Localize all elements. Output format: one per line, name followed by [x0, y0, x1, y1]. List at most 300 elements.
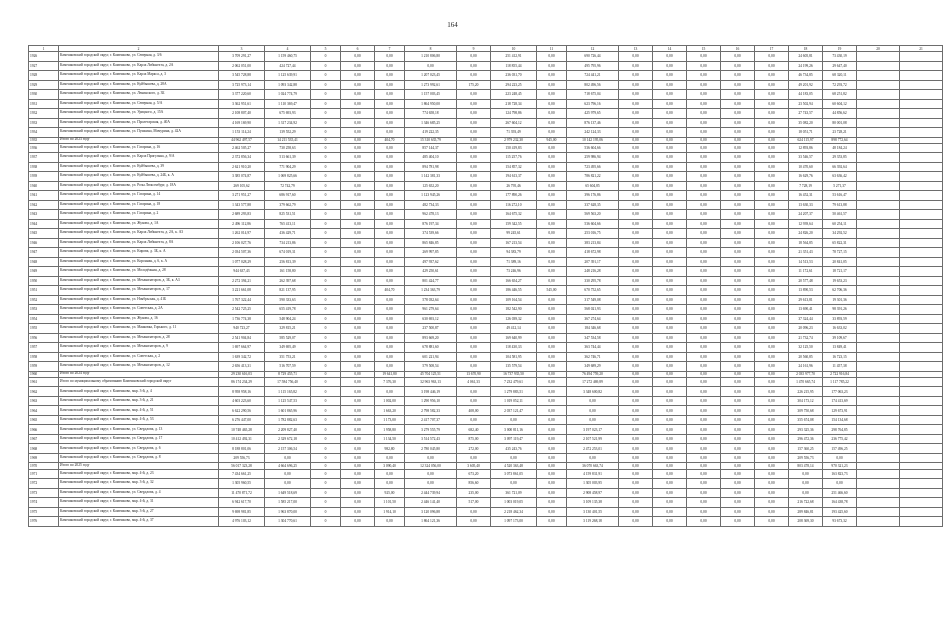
table-total-row	[29, 377, 943, 387]
value-cell: 0,00	[341, 314, 375, 324]
value-cell: 1 125 639,91	[265, 71, 311, 81]
value-cell: 0,00	[537, 99, 567, 109]
value-cell: 304 173,12	[789, 396, 823, 406]
table-row	[29, 118, 943, 128]
value-cell: 177 890,26	[491, 191, 537, 201]
value-cell: 0,00	[687, 343, 721, 353]
column-number: 15	[687, 46, 721, 52]
value-cell: 29 647,40	[823, 61, 857, 71]
value-cell: 0,00	[687, 517, 721, 527]
value-cell: 1 134,50	[375, 434, 405, 444]
value-cell: 0,00	[341, 90, 375, 100]
value-cell: 0,00	[619, 153, 653, 163]
value-cell: 857 144,37	[405, 143, 457, 153]
table-row	[29, 257, 943, 267]
address-cell: Камешковский городской округ, г. Камешково, ул. Гагарина, д. 18	[59, 200, 219, 210]
table-row	[29, 191, 943, 201]
value-cell: 0,00	[687, 314, 721, 324]
value-cell: 1 914,10	[375, 507, 405, 517]
value-cell: 0,00	[721, 90, 755, 100]
value-cell: 329 815,21	[265, 324, 311, 334]
value-cell: 0	[311, 371, 341, 377]
value-cell: 0	[311, 219, 341, 229]
value-cell: 0,00	[405, 469, 457, 479]
value-cell: 0,00	[721, 295, 755, 305]
empty-cell	[900, 286, 943, 296]
address-cell: Камешковский городской округ, г. Камешково, ул. Механизаторов, д. 28	[59, 333, 219, 343]
address-cell: Итого по 2023 году	[59, 137, 219, 143]
value-cell: 184 346,68	[567, 324, 619, 334]
value-cell: 296 472,36	[789, 434, 823, 444]
value-cell: 17 272 469,89	[567, 377, 619, 387]
value-cell: 0,00	[721, 267, 755, 277]
empty-cell	[900, 343, 943, 353]
value-cell: 0,00	[341, 444, 375, 454]
value-cell: 68 251,82	[823, 90, 857, 100]
value-cell: 0,00	[375, 387, 405, 397]
value-cell: 0,00	[755, 80, 789, 90]
value-cell: 0,00	[755, 219, 789, 229]
value-cell: 48 184,24	[823, 143, 857, 153]
value-cell: 0,00	[687, 172, 721, 182]
row-number: 1959	[29, 362, 59, 372]
value-cell: 1 958,80	[375, 425, 405, 435]
value-cell: 0,00	[537, 314, 567, 324]
value-cell: 0,00	[653, 238, 687, 248]
value-cell: 15 310 635,79	[405, 137, 457, 143]
value-cell: 0,00	[687, 229, 721, 239]
value-cell: 0	[311, 453, 341, 463]
value-cell: 60 604,12	[823, 99, 857, 109]
value-cell: 0,00	[721, 181, 755, 191]
table-row	[29, 362, 943, 372]
value-cell: 46 734,85	[789, 71, 823, 81]
value-cell: 0,00	[755, 143, 789, 153]
column-number: 4	[265, 46, 311, 52]
value-cell: 0,00	[721, 52, 755, 62]
value-cell: 3 725 973,14	[219, 80, 265, 90]
address-cell: Итого по муниципальному образованию Камешковский городской округ	[59, 377, 219, 387]
value-cell: 0,00	[653, 463, 687, 469]
value-cell: 0,00	[653, 377, 687, 387]
value-cell: 0,00	[341, 425, 375, 435]
value-cell: 66 392,64	[823, 162, 857, 172]
value-cell: 362 746,71	[567, 352, 619, 362]
column-number: 1	[29, 46, 59, 52]
value-cell: 0	[311, 181, 341, 191]
value-cell: 0	[311, 61, 341, 71]
column-number: 16	[721, 46, 755, 52]
value-cell: 7 376,30	[375, 377, 405, 387]
value-cell: 670 752,65	[567, 286, 619, 296]
empty-cell	[900, 434, 943, 444]
value-cell: 1 273 992,61	[405, 80, 457, 90]
value-cell: 0,00	[341, 333, 375, 343]
value-cell: 17 584 756,40	[265, 377, 311, 387]
value-cell: 0,00	[687, 276, 721, 286]
value-cell: 1 210 806,80	[405, 52, 457, 62]
value-cell: 0,00	[687, 109, 721, 119]
empty-cell	[857, 52, 900, 62]
value-cell: 0,00	[721, 415, 755, 425]
address-cell: Камешковский городской округ, г. Камешково, ул. Коронная, д. 6, к. А	[59, 257, 219, 267]
address-cell: Камешковский городской округ, г. Камешково, мкр. 4-й, д. 51	[59, 406, 219, 416]
value-cell: 4 976 103,12	[219, 517, 265, 527]
value-cell: 383 213,84	[567, 238, 619, 248]
value-cell: 45 704 125,51	[405, 371, 457, 377]
value-cell: 0,00	[755, 238, 789, 248]
column-number: 5	[311, 46, 341, 52]
value-cell: 0,00	[687, 238, 721, 248]
value-cell: 0,00	[375, 210, 405, 220]
value-cell: 0,00	[457, 52, 491, 62]
value-cell: 0,00	[789, 488, 823, 498]
table-row	[29, 99, 943, 109]
value-cell: 0,00	[619, 517, 653, 527]
value-cell: 0,00	[375, 172, 405, 182]
value-cell: 0,00	[265, 479, 311, 489]
value-cell: 396 176,86	[567, 191, 619, 201]
value-cell: 12 939,64	[789, 219, 823, 229]
value-cell: 13 630,33	[789, 200, 823, 210]
value-cell: 0,00	[341, 387, 375, 397]
row-number: 1932	[29, 109, 59, 119]
value-cell: 0,00	[755, 305, 789, 315]
value-cell: 0,00	[755, 406, 789, 416]
value-cell: 73 246,96	[491, 267, 537, 277]
value-cell: 3 120 096,88	[405, 507, 457, 517]
value-cell: 0,00	[341, 453, 375, 463]
value-cell: 0,00	[721, 109, 755, 119]
value-cell: 0	[311, 434, 341, 444]
value-cell: 686 917,60	[265, 191, 311, 201]
value-cell: 0,00	[755, 425, 789, 435]
empty-cell	[900, 172, 943, 182]
value-cell: 0,00	[341, 210, 375, 220]
value-cell: 0,00	[653, 434, 687, 444]
value-cell: 0,00	[755, 286, 789, 296]
value-cell: 0	[311, 387, 341, 397]
column-number: 10	[491, 46, 537, 52]
empty-cell	[900, 377, 943, 387]
value-cell: 0,00	[457, 90, 491, 100]
value-cell: 0,00	[375, 61, 405, 71]
value-cell: 404,70	[375, 137, 405, 143]
row-number: 1951	[29, 286, 59, 296]
row-number: 1956	[29, 333, 59, 343]
empty-cell	[857, 172, 900, 182]
value-cell: 0	[311, 90, 341, 100]
value-cell: 0,00	[653, 80, 687, 90]
value-cell: 0,00	[405, 453, 457, 463]
value-cell: 0	[311, 415, 341, 425]
value-cell: 1 159 460,75	[265, 52, 311, 62]
value-cell: 435 243,76	[491, 444, 537, 454]
value-cell: 2 621 910,20	[219, 162, 265, 172]
value-cell: 0,00	[341, 352, 375, 362]
value-cell: 578 032,64	[405, 295, 457, 305]
value-cell: 516 707,59	[265, 362, 311, 372]
value-cell: 0,00	[619, 286, 653, 296]
value-cell: 0,00	[653, 498, 687, 508]
value-cell: 209 556,73	[219, 453, 265, 463]
value-cell: 821 137,95	[265, 286, 311, 296]
value-cell: 1 101,50	[375, 498, 405, 508]
value-cell: 330 295,78	[567, 276, 619, 286]
value-cell: 237 500,87	[405, 324, 457, 334]
value-cell: 0,00	[375, 267, 405, 277]
value-cell: 0	[311, 200, 341, 210]
empty-cell	[900, 248, 943, 258]
value-cell: 0,00	[653, 295, 687, 305]
value-cell: 0,00	[567, 406, 619, 416]
value-cell: 1 290 956,10	[405, 396, 457, 406]
value-cell: 0	[311, 305, 341, 315]
value-cell: 0,00	[755, 61, 789, 71]
value-cell: 0,00	[537, 248, 567, 258]
address-cell: Камешковский городской округ, г. Камешково, мкр. 4-й, д. 53	[59, 415, 219, 425]
value-cell: 0,00	[537, 415, 567, 425]
table-row	[29, 267, 943, 277]
value-cell: 0,00	[721, 143, 755, 153]
value-cell: 157 496,25	[823, 444, 857, 454]
value-cell: 0	[311, 507, 341, 517]
value-cell: 182 542,90	[491, 305, 537, 315]
value-cell: 3 279 555,79	[405, 425, 457, 435]
address-cell: Камешковский городской округ, г. Камешково, ул. Куйбышева, д. 39	[59, 162, 219, 172]
value-cell: 0,00	[721, 238, 755, 248]
value-cell: 0,00	[537, 238, 567, 248]
value-cell: 0	[311, 99, 341, 109]
address-cell: Камешковский городской округ, г. Камешково, ул. Ноябрьская, д. 41Б	[59, 295, 219, 305]
value-cell: 2 035 977,70	[789, 371, 823, 377]
value-cell: 6 942 617,70	[219, 498, 265, 508]
address-cell: Камешковский городской округ, г. Камешково, ул. Советская, д. 2А	[59, 305, 219, 315]
address-cell: Камешковский городской округ, г. Камешково, ул. Северная, д. 3/6	[59, 52, 219, 62]
value-cell: 0,00	[375, 200, 405, 210]
value-cell: 37 324,44	[789, 314, 823, 324]
row-number: 1945	[29, 229, 59, 239]
value-cell: 786 821,22	[567, 172, 619, 182]
empty-cell	[900, 362, 943, 372]
table-row	[29, 153, 943, 163]
value-cell: 3 377 220,60	[219, 90, 265, 100]
value-cell: 0,00	[537, 425, 567, 435]
value-cell: 2 444 739,94	[405, 488, 457, 498]
value-cell: 0,00	[653, 90, 687, 100]
value-cell: 0,00	[687, 162, 721, 172]
column-number: 9	[457, 46, 491, 52]
value-cell: 0,00	[341, 257, 375, 267]
value-cell: 718 675,04	[567, 90, 619, 100]
value-cell: 71 393,49	[491, 128, 537, 138]
value-cell: 317 549,08	[567, 295, 619, 305]
value-cell: 0,00	[619, 343, 653, 353]
value-cell: 0,00	[755, 434, 789, 444]
row-number: 1964	[29, 406, 59, 416]
table-row	[29, 80, 943, 90]
column-number: 12	[567, 46, 619, 52]
page-number: 164	[447, 21, 458, 29]
value-cell: 0,00	[375, 343, 405, 353]
empty-cell	[900, 479, 943, 489]
value-cell: 0,00	[721, 229, 755, 239]
empty-cell	[857, 128, 900, 138]
empty-cell	[857, 343, 900, 353]
value-cell: 44 962 497,57	[219, 137, 265, 143]
empty-cell	[857, 109, 900, 119]
address-cell: Камешковский городской округ, г. Камешково, ул. Гагарина, д. 14	[59, 191, 219, 201]
value-cell: 0	[311, 162, 341, 172]
value-cell: 0,00	[537, 453, 567, 463]
value-cell: 0,00	[537, 463, 567, 469]
address-cell: Камешковский городской округ, г. Камешково, ул. Пушкина, Мичурина, д. 42А	[59, 128, 219, 138]
value-cell: 0,00	[341, 362, 375, 372]
value-cell: 0	[311, 153, 341, 163]
value-cell: 236 775,42	[823, 434, 857, 444]
value-cell: 269 105,62	[219, 181, 265, 191]
table-row	[29, 276, 943, 286]
value-cell: 0,00	[687, 469, 721, 479]
value-cell: 0,00	[687, 52, 721, 62]
value-cell: 0,00	[375, 153, 405, 163]
empty-cell	[900, 324, 943, 334]
value-cell: 0,00	[375, 229, 405, 239]
value-cell: 0,00	[619, 52, 653, 62]
value-cell: 0,00	[567, 396, 619, 406]
value-cell: 1 864 121,36	[405, 517, 457, 527]
value-cell: 154 134,68	[823, 415, 857, 425]
value-cell: 0,00	[687, 425, 721, 435]
value-cell: 0,00	[537, 219, 567, 229]
value-cell: 0,00	[653, 352, 687, 362]
value-cell: 0,00	[755, 90, 789, 100]
table-row	[29, 109, 943, 119]
empty-cell	[857, 267, 900, 277]
table-row	[29, 200, 943, 210]
value-cell: 0,00	[721, 276, 755, 286]
value-cell: 0,00	[491, 479, 537, 489]
value-cell: 0,00	[653, 172, 687, 182]
value-cell: 0,00	[755, 488, 789, 498]
value-cell: 0,00	[265, 453, 311, 463]
value-cell: 0	[311, 286, 341, 296]
value-cell: 0,00	[755, 210, 789, 220]
value-cell: 944 637,43	[219, 267, 265, 277]
value-cell: 0,00	[341, 191, 375, 201]
value-cell: 0,00	[537, 153, 567, 163]
value-cell: 0,00	[457, 118, 491, 128]
empty-cell	[900, 191, 943, 201]
value-cell: 0,00	[375, 128, 405, 138]
value-cell: 294 223,25	[491, 80, 537, 90]
value-cell: 11 457,38	[823, 362, 857, 372]
value-cell: 65 822,31	[823, 238, 857, 248]
value-cell: 0,00	[687, 498, 721, 508]
value-cell: 0,00	[375, 362, 405, 372]
value-cell: 0,00	[537, 305, 567, 315]
value-cell: 0	[311, 210, 341, 220]
empty-cell	[857, 396, 900, 406]
value-cell: 0,00	[755, 257, 789, 267]
value-cell: 0,00	[619, 415, 653, 425]
value-cell: 0,00	[687, 444, 721, 454]
value-cell: 0	[311, 463, 341, 469]
value-cell: 590 333,63	[265, 295, 311, 305]
empty-cell	[900, 80, 943, 90]
value-cell: 0,00	[341, 286, 375, 296]
value-cell: 2 798 582,33	[405, 406, 457, 416]
value-cell: 0,00	[619, 276, 653, 286]
value-cell: 94 383,79	[491, 248, 537, 258]
value-cell: 0,00	[341, 109, 375, 119]
value-cell: 355 674,08	[789, 415, 823, 425]
value-cell: 0,00	[619, 362, 653, 372]
value-cell: 436 429,71	[265, 229, 311, 239]
value-cell: 349 689,29	[567, 362, 619, 372]
value-cell: 118 430,33	[491, 343, 537, 353]
value-cell: 2 979 232,30	[491, 137, 537, 143]
empty-cell	[900, 153, 943, 163]
value-cell: 3 362 951,61	[219, 99, 265, 109]
address-cell: Камешковский городской округ, г. Камешково, ул. Куйбышева, д. 28А	[59, 80, 219, 90]
table-row	[29, 498, 943, 508]
value-cell: 21 351,43	[789, 248, 823, 258]
row-number: 1955	[29, 324, 59, 334]
address-cell: Камешковский городской округ, г. Камешково, ул. Механизаторов, д. 3Б, к. А3	[59, 276, 219, 286]
value-cell: 0,00	[375, 517, 405, 527]
value-cell: 0,00	[653, 109, 687, 119]
value-cell: 1 767 322,44	[219, 295, 265, 305]
value-cell: 2 542 725,25	[219, 305, 265, 315]
row-number: 1965	[29, 415, 59, 425]
row-number: 1933	[29, 118, 59, 128]
row-number: 1971	[29, 469, 59, 479]
column-number: 13	[619, 46, 653, 52]
value-cell: 568 021,93	[567, 305, 619, 315]
value-cell: 0,00	[567, 453, 619, 463]
address-cell: Камешковский городской округ, г. Камешково, ул. Карла Либкнехта, д. 2А, к. А3	[59, 229, 219, 239]
value-cell: 118 855,44	[491, 61, 537, 71]
value-cell: 49 201,92	[789, 80, 823, 90]
value-cell: 0,00	[341, 507, 375, 517]
value-cell: 0	[311, 488, 341, 498]
value-cell: 361 721,09	[491, 488, 537, 498]
value-cell: 8 958 958,16	[219, 387, 265, 397]
value-cell: 0,00	[537, 362, 567, 372]
value-cell: 2 209 827,40	[265, 425, 311, 435]
value-cell: 16 629,76	[789, 172, 823, 182]
value-cell: 0,00	[341, 71, 375, 81]
value-cell: 2 034 507,36	[219, 248, 265, 258]
row-number: 1947	[29, 248, 59, 258]
value-cell: 293 325,36	[789, 425, 823, 435]
value-cell: 2 157 306,54	[265, 444, 311, 454]
row-number: 1953	[29, 305, 59, 315]
value-cell: 33 893,59	[823, 314, 857, 324]
value-cell: 0,00	[457, 181, 491, 191]
value-cell: 0,00	[457, 61, 491, 71]
value-cell: 0,00	[341, 406, 375, 416]
value-cell: 0,00	[491, 453, 537, 463]
value-cell: 0,00	[687, 295, 721, 305]
empty-cell	[900, 276, 943, 286]
value-cell: 0,00	[375, 118, 405, 128]
value-cell: 0,00	[755, 118, 789, 128]
value-cell: 0,00	[687, 210, 721, 220]
value-cell: 0,00	[341, 248, 375, 258]
value-cell: 0,00	[687, 415, 721, 425]
